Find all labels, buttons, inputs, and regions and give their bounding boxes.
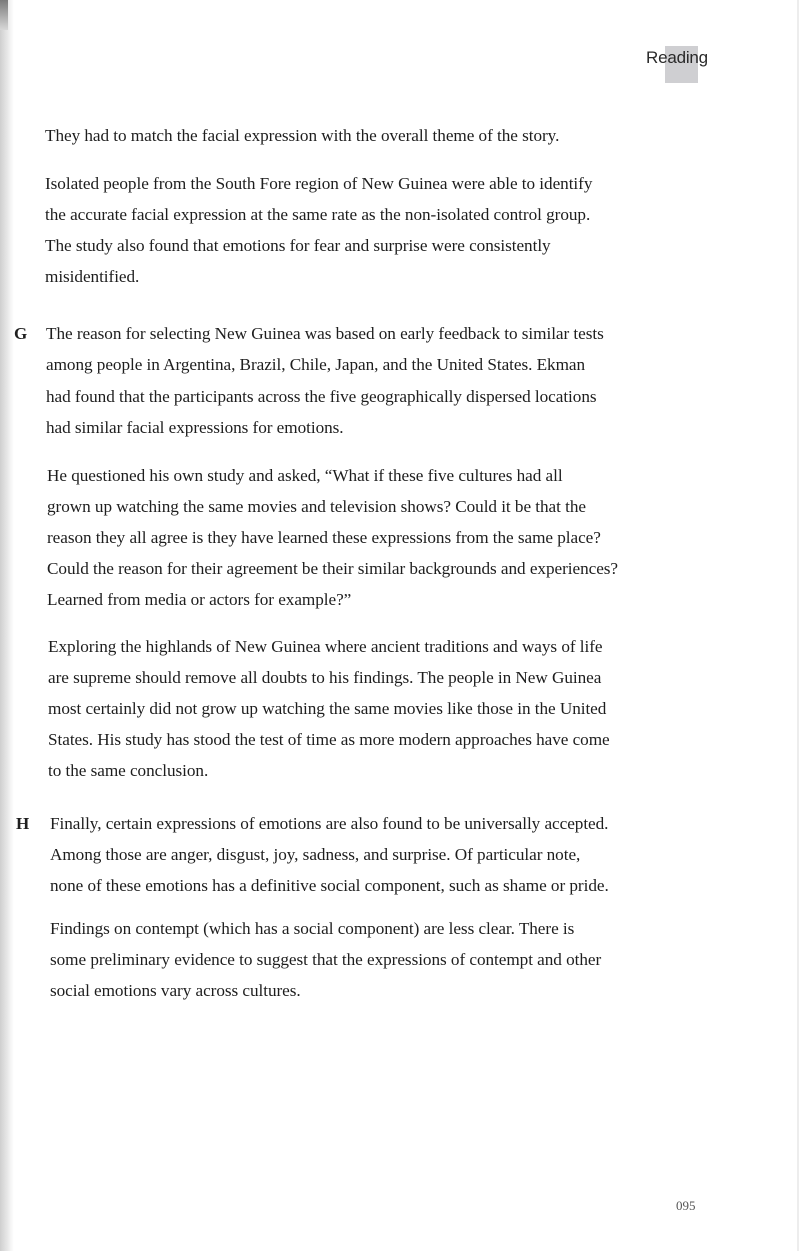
text-line: The study also found that emotions for fear and surprise were consistently	[45, 236, 551, 255]
paragraph-marker: H	[16, 814, 30, 833]
text-line: Findings on contempt (which has a social component) are less clear. There is	[50, 919, 575, 938]
text-line: grown up watching the same movies and television shows? Could it be that the	[47, 497, 586, 516]
paragraph-marker: G	[14, 324, 28, 343]
text-line: He questioned his own study and asked, “What if these five cultures had all	[47, 466, 563, 485]
page-gutter-shadow	[0, 0, 14, 1251]
text-line: States. His study has stood the test of time as more modern approaches have come	[48, 730, 610, 749]
text-line: Could the reason for their agreement be their similar backgrounds and experiences?	[47, 559, 618, 578]
text-line: had found that the participants across the five geographically dispersed locations	[46, 387, 597, 406]
text-line: are supreme should remove all doubts to his findings. The people in New Guinea	[48, 668, 602, 687]
section-header	[646, 48, 708, 74]
text-line: to the same conclusion.	[48, 761, 209, 780]
text-line: They had to match the facial expression with the overall theme of the story.	[45, 126, 560, 145]
text-line: social emotions vary across cultures.	[50, 981, 301, 1000]
page-corner-shadow	[0, 0, 8, 30]
text-line: Exploring the highlands of New Guinea where ancient traditions and ways of life	[48, 637, 603, 656]
text-line: Isolated people from the South Fore region of New Guinea were able to identify	[45, 174, 593, 193]
text-line: among people in Argentina, Brazil, Chile, Japan, and the United States. Ekman	[46, 355, 586, 374]
text-line: Finally, certain expressions of emotions are also found to be universally accepted.	[50, 814, 609, 833]
text-line: some preliminary evidence to suggest that the expressions of contempt and other	[50, 950, 602, 969]
text-line: misidentified.	[45, 267, 140, 286]
section-label: Reading	[646, 48, 708, 67]
text-line: had similar facial expressions for emotions.	[46, 418, 344, 437]
text-line: reason they all agree is they have learned these expressions from the same place?	[47, 528, 601, 547]
text-line: Learned from media or actors for example?”	[47, 590, 352, 609]
text-line: Among those are anger, disgust, joy, sadness, and surprise. Of particular note,	[50, 845, 581, 864]
text-line: none of these emotions has a definitive social component, such as shame or pride.	[50, 876, 609, 895]
text-line: The reason for selecting New Guinea was based on early feedback to similar tests	[46, 324, 604, 343]
text-line: most certainly did not grow up watching the same movies like those in the United	[48, 699, 607, 718]
page-number: 095	[676, 1198, 696, 1213]
text-line: the accurate facial expression at the same rate as the non-isolated control group.	[45, 205, 591, 224]
